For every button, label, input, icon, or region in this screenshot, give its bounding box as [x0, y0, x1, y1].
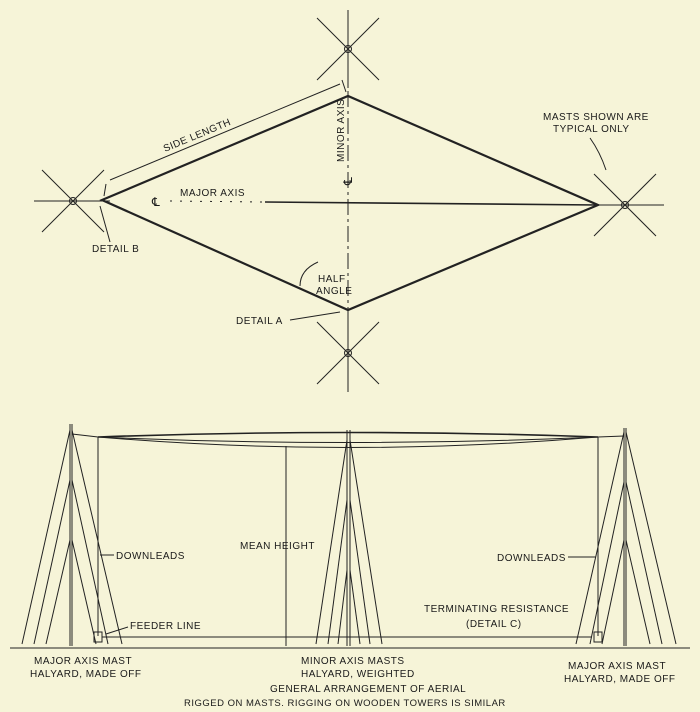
- feeder-line-leader: [106, 627, 128, 634]
- half-angle-line2: ANGLE: [316, 286, 353, 297]
- feeder-line-label: FEEDER LINE: [130, 621, 202, 632]
- masts-note-leader: [590, 138, 606, 170]
- elevation-view: [10, 424, 690, 685]
- mast-left-plan: [34, 170, 110, 232]
- side-length-dimension: [110, 84, 340, 180]
- detail-a-leader: [290, 312, 340, 320]
- minor-axis-masts: [316, 430, 382, 646]
- centerline-symbol-vertical: ℄: [341, 177, 355, 185]
- mean-height-label: MEAN HEIGHT: [240, 541, 315, 552]
- downleads-right-label: DOWNLEADS: [497, 553, 566, 564]
- side-length-tick-right: [342, 80, 346, 92]
- minor-masts-line2: HALYARD, WEIGHTED: [301, 669, 415, 680]
- terminating-resistance-line2: (DETAIL C): [466, 619, 522, 630]
- aerial-wire-mid: [98, 437, 598, 443]
- major-axis-mast-right: [576, 428, 676, 646]
- caption-line1: GENERAL ARRANGEMENT OF AERIAL: [270, 684, 467, 695]
- minor-masts-line1: MINOR AXIS MASTS: [301, 656, 405, 667]
- major-axis-mast-left: [22, 424, 122, 646]
- side-length-tick-left: [104, 184, 106, 196]
- mast-top-plan: [317, 14, 379, 88]
- mast-right-plan: [588, 174, 664, 236]
- detail-a-label: DETAIL A: [236, 316, 283, 327]
- centerline-symbol-horizontal: ℄: [152, 195, 160, 209]
- major-axis-label: MAJOR AXIS: [180, 188, 246, 199]
- major-mast-left-line1: MAJOR AXIS MAST: [34, 656, 133, 667]
- major-mast-right-line2: HALYARD, MADE OFF: [564, 674, 676, 685]
- detail-b-label: DETAIL B: [92, 244, 140, 255]
- masts-note-line1: MASTS SHOWN ARE: [543, 112, 649, 123]
- half-angle-line1: HALF: [318, 274, 346, 285]
- minor-axis-label: MINOR AXIS: [336, 98, 347, 162]
- major-mast-left-line2: HALYARD, MADE OFF: [30, 669, 142, 680]
- plan-view: [34, 10, 664, 392]
- half-angle-arc: [300, 262, 318, 286]
- major-axis-feeder-line: [265, 202, 598, 205]
- major-mast-right-line1: MAJOR AXIS MAST: [568, 661, 667, 672]
- terminating-resistance-line1: TERMINATING RESISTANCE: [424, 604, 570, 615]
- downleads-left-label: DOWNLEADS: [116, 551, 185, 562]
- masts-note-line2: TYPICAL ONLY: [553, 124, 630, 135]
- major-axis-dash: [170, 201, 265, 202]
- side-length-label: SIDE LENGTH: [161, 116, 233, 155]
- aerial-wire-top: [98, 433, 598, 438]
- caption-line2: RIGGED ON MASTS. RIGGING ON WOODEN TOWERS IS SIMILAR: [184, 698, 506, 709]
- detail-b-leader: [100, 206, 110, 242]
- mast-bottom-plan: [317, 316, 379, 392]
